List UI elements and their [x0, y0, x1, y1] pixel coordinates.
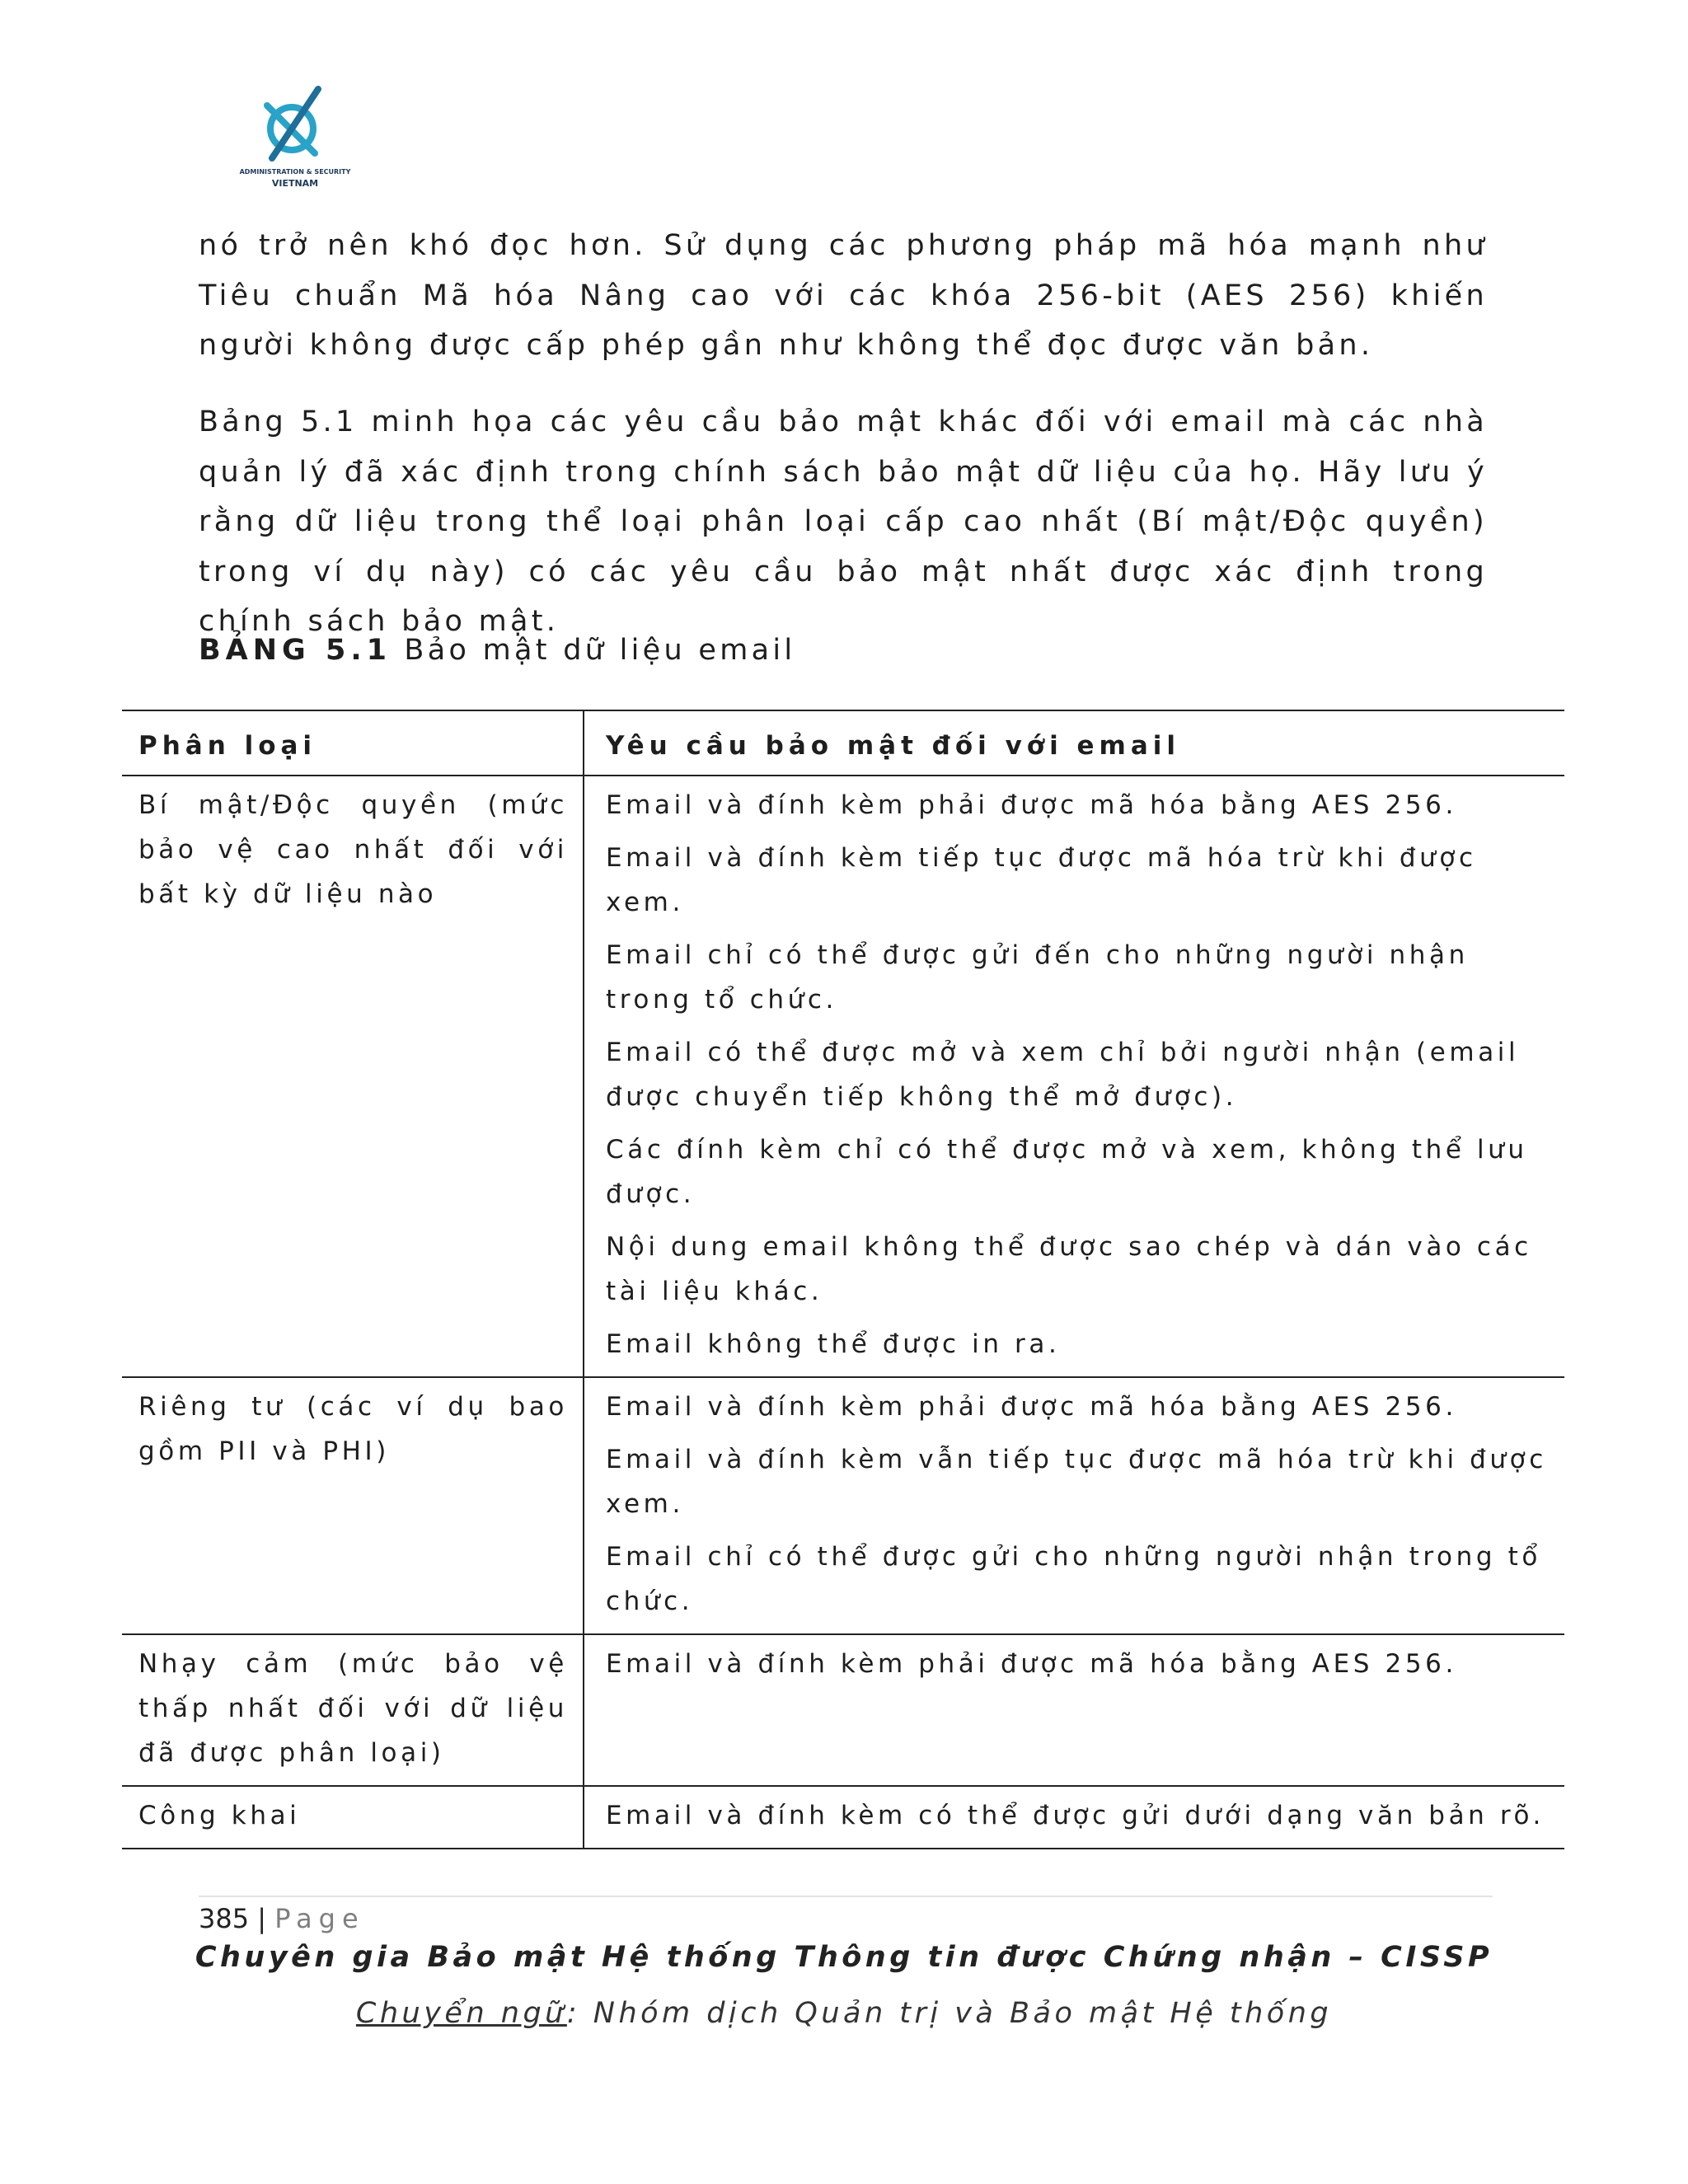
column-header-classification: Phân loại	[122, 710, 584, 776]
organization-logo	[237, 86, 353, 193]
requirement-item: Email và đính kèm phải được mã hóa bằng AES 256.	[606, 790, 1457, 820]
classification-text: Riêng tư (các ví dụ bao gồm PII và PHI)	[138, 1392, 568, 1466]
requirements-cell	[584, 776, 1564, 1377]
table-header-row	[122, 710, 1564, 776]
logo-text-line1: ADMINISTRATION & SECURITY	[239, 168, 351, 176]
requirements-cell	[584, 1377, 1564, 1634]
requirement-item: Email và đính kèm có thể được gửi dưới dạng văn bản rõ.	[606, 1801, 1545, 1830]
credit-text: : Nhóm dịch Quản trị và Bảo mật Hệ thống	[566, 1997, 1333, 2030]
column-header-requirements: Yêu cầu bảo mật đối với email	[584, 710, 1564, 776]
table-caption-label: BẢNG 5.1	[199, 634, 392, 667]
requirement-item: Email và đính kèm phải được mã hóa bằng AES 256.	[606, 1392, 1457, 1422]
requirement-item: Email và đính kèm phải được mã hóa bằng AES 256.	[606, 1649, 1457, 1679]
credit-label: Chuyển ngữ	[355, 1997, 567, 2030]
requirement-item: Email không thể được in ra.	[606, 1329, 1061, 1359]
requirements-cell	[584, 1634, 1564, 1786]
book-title: Chuyên gia Bảo mật Hệ thống Thông tin được Chứng nhận – CISSP	[195, 1941, 1493, 1974]
body-paragraph: Bảng 5.1 minh họa các yêu cầu bảo mật khác đối với email mà các nhà quản lý đã xác định trong chính sách bảo mật dữ liệu của họ. Hãy lưu ý rằng dữ liệu trong thể loại phân loại cấp cao nhất (Bí mật/Độc quyền) trong ví dụ này) có các yêu cầu bảo mật nhất được xác định trong chính sách bảo mật.	[199, 405, 1488, 638]
logo-text-line2: VIETNAM	[271, 178, 319, 189]
table-row	[122, 1377, 1564, 1634]
requirement-item: Email chỉ có thể được gửi đến cho những người nhận trong tổ chức.	[606, 940, 1469, 1015]
classification-cell	[122, 1377, 584, 1634]
page-number-value: 385	[199, 1903, 250, 1934]
requirements-cell	[584, 1786, 1564, 1849]
page-word: Page	[274, 1903, 365, 1934]
requirement-item: Các đính kèm chỉ có thể được mở và xem, không thể lưu được.	[606, 1135, 1528, 1209]
footer-divider	[199, 1896, 1493, 1897]
table-row	[122, 1634, 1564, 1786]
page-number-separator: |	[257, 1903, 267, 1934]
requirement-item: Email và đính kèm tiếp tục được mã hóa trừ khi được xem.	[606, 843, 1477, 917]
table-caption-text: Bảo mật dữ liệu email	[404, 634, 796, 667]
translation-credit	[0, 1993, 1688, 2034]
requirement-item: Email và đính kèm vẫn tiếp tục được mã hóa trừ khi được xem.	[606, 1445, 1547, 1519]
table-row	[122, 776, 1564, 1377]
classification-text: Bí mật/Độc quyền (mức bảo vệ cao nhất đối với bất kỳ dữ liệu nào	[138, 790, 568, 909]
requirement-item: Email chỉ có thể được gửi cho những người nhận trong tổ chức.	[606, 1542, 1541, 1616]
logo-mark-icon	[260, 86, 330, 162]
classification-text: Công khai	[138, 1801, 301, 1830]
classification-cell	[122, 776, 584, 1377]
page-number	[199, 1900, 365, 1937]
table-row	[122, 1786, 1564, 1849]
email-security-table	[122, 710, 1564, 1849]
requirement-item: Nội dung email không thể được sao chép và dán vào các tài liệu khác.	[606, 1232, 1532, 1306]
table-caption	[199, 626, 795, 675]
classification-text: Nhạy cảm (mức bảo vệ thấp nhất đối với dữ liệu đã được phân loại)	[138, 1649, 568, 1768]
requirement-item: Email có thể được mở và xem chỉ bởi người nhận (email được chuyển tiếp không thể mở được).	[606, 1038, 1520, 1112]
classification-cell	[122, 1634, 584, 1786]
body-paragraph: nó trở nên khó đọc hơn. Sử dụng các phương pháp mã hóa mạnh như Tiêu chuẩn Mã hóa Nâng cao với các khóa 256-bit (AES 256) khiến người không được cấp phép gần như không thể đọc được văn bản.	[199, 229, 1488, 362]
classification-cell	[122, 1786, 584, 1849]
